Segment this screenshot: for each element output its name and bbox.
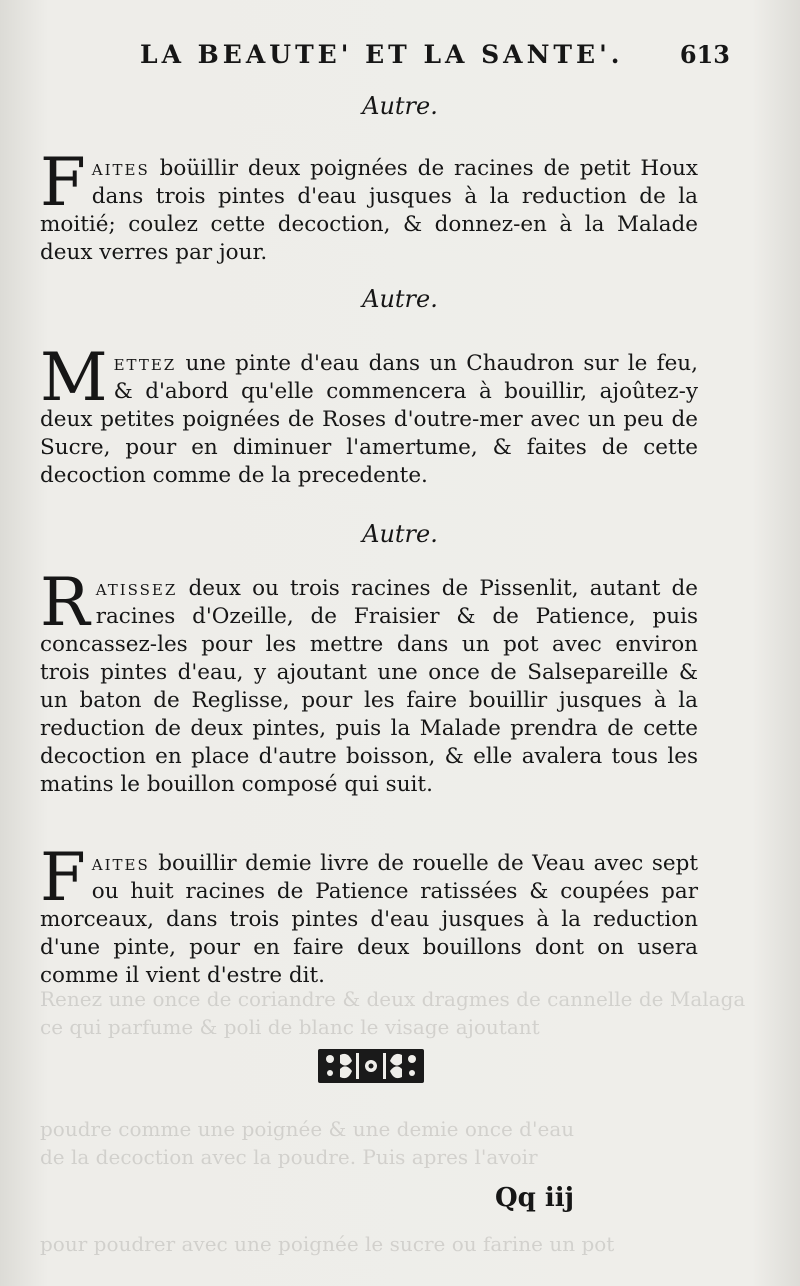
show-through-text: poudre comme une poignée & une demie once d'eau [40,1117,575,1141]
show-through-text: de la decoction avec la poudre. Puis apres l'avoir [40,1145,538,1169]
drop-cap: F [40,144,86,221]
paragraph-text: boüillir deux poignées de racines de petit Houx dans trois pintes d'eau jusques à la reduction de la moitié; coulez cette decoction, & donnez-en à la Malade deux verres par jour. [40,156,698,265]
paragraph-text: deux ou trois racines de Pissenlit, autant de racines d'Ozeille, de Fraisier & de Patience, puis concassez-les pour les mettre dans un pot avec environ trois pintes d'eau, y ajoutant une once de Salsepareille & un baton de Reglisse, pour les faire bouillir jusques à la reduction de deux pintes, puis la Malade prendra de cette decoction en place d'autre boisson, & elle avalera tous les matins le bouillon composé qui suit. [40,576,698,797]
drop-cap: F [40,839,86,916]
show-through-text: pour poudrer avec une poignée le sucre ou farine un pot [40,1232,615,1256]
recipe-paragraph [40,339,698,490]
drop-cap: R [40,564,90,641]
lead-word: ettez [113,351,177,376]
lead-word: aites [91,851,150,876]
page-header [40,40,760,80]
section-title: Autre. [362,92,438,120]
signature-mark: Qq iij [495,1183,575,1213]
page-number: 613 [679,40,730,69]
recipe-paragraph [40,564,698,799]
paragraph-text: bouillir demie livre de rouelle de Veau avec sept ou huit racines de Patience ratissées & coupées par morceaux, dans trois pintes d'eau jusques à la reduction d'une pinte, pour en faire deux bouillons dont on usera comme il vient d'estre dit. [40,851,698,988]
drop-cap: M [40,339,108,416]
recipe-paragraph [40,839,698,990]
section-title: Autre. [362,285,438,313]
lead-word: atissez [95,576,178,601]
lead-word: aites [91,156,150,181]
recipe-paragraph [40,144,698,267]
printers-ornament-icon [316,1045,426,1087]
section-title: Autre. [362,520,438,548]
show-through-text: ce qui parfume & poli de blanc le visage ajoutant [40,1015,540,1039]
paragraph-text: une pinte d'eau dans un Chaudron sur le feu, & d'abord qu'elle commencera à bouillir, ajoûtez-y deux petites poignées de Roses d'outre-mer avec un peu de Sucre, pour en diminuer l'amertume, & faites de cette decoction comme de la precedente. [40,351,698,488]
show-through-text: Renez une once de coriandre & deux dragmes de cannelle de Malaga [40,987,746,1011]
running-title: LA BEAUTE' ET LA SANTE'. [140,40,624,69]
